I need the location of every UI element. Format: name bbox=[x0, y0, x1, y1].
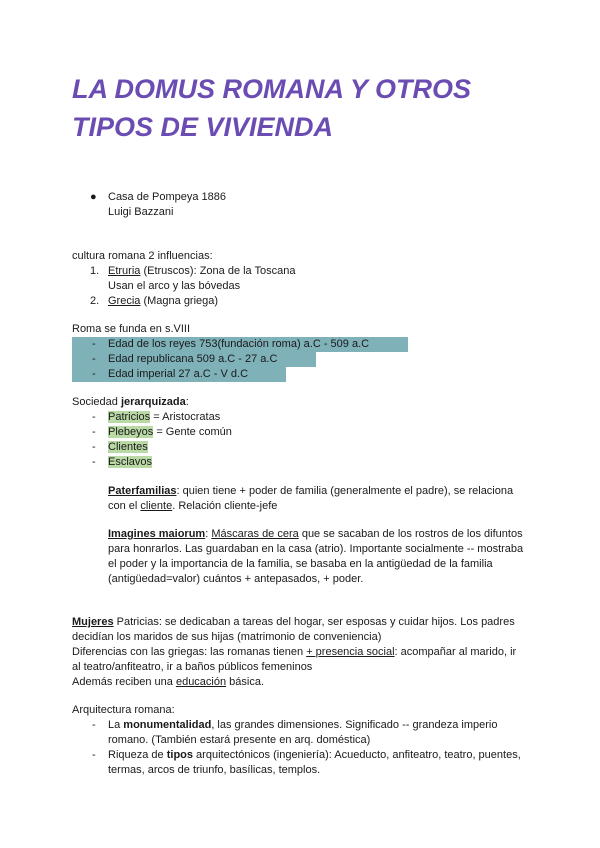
paterfamilias-term: Paterfamilias bbox=[108, 485, 177, 497]
influencias-section bbox=[72, 249, 542, 309]
pompeya-bullet bbox=[72, 190, 542, 220]
list-item: - Riqueza de tipos arquitectónicos (ingeniería): Acueducto, anfiteatro, teatro, puentes, bbox=[92, 749, 521, 761]
list-item: - La monumentalidad, las grandes dimensiones. Significado -- grandeza imperio bbox=[92, 719, 498, 731]
list-item: - Clientes bbox=[92, 441, 148, 453]
etruria-term: Etruria bbox=[108, 265, 141, 277]
page-title bbox=[72, 70, 572, 146]
bullet-dot: ● bbox=[90, 191, 97, 203]
imagines-paragraph: Imagines maiorum: Máscaras de cera que se sacaban de los rostros de los difuntos para honrarlos. Las guardaban en la casa (atrio). Importante socialmente -- mostraba el poder y la importancia de la familia, se basaba en la antigüedad de la familia (antigüedad=valor) cuántos + antepasados, + poder. bbox=[108, 528, 524, 585]
list-item: - Patricios = Aristocratas bbox=[92, 411, 221, 423]
list-item: - Esclavos bbox=[92, 456, 153, 468]
arquitectura-heading: Arquitectura romana: bbox=[72, 704, 175, 716]
pompeya-line-2: Luigi Bazzani bbox=[108, 206, 174, 218]
sociedad-heading: Sociedad jerarquizada: bbox=[72, 396, 189, 408]
cliente-link: cliente bbox=[140, 500, 173, 512]
mujeres-section: Mujeres Patricias: se dedicaban a tareas del hogar, ser esposas y cuidar hijos. Los padres decidían los maridos de sus hijas (matrimonio de conveniencia) Diferencias con las griegas: las romanas tienen + presencia social: acompañar al marido, ir al teatro/anfiteatro, ir a baños públicos femeninos Además reciben una educación básica. bbox=[72, 616, 517, 688]
list-item: - Edad republicana 509 a.C - 27 a.C bbox=[72, 352, 316, 367]
arquitectura-section: Arquitectura romana: - La monumentalidad, las grandes dimensiones. Significado -- grandeza imperio romano. (También estará presente en arq. doméstica) - Riqueza de tipos arquitectónicos (ingeniería): Acueducto, anfiteatro, teatro, puentes, termas, arcos de triunfo, basílicas, templos. bbox=[72, 703, 552, 778]
title-line-2: TIPOS DE VIVIENDA bbox=[72, 112, 334, 142]
mujeres-term: Mujeres bbox=[72, 616, 114, 628]
list-item: 1. Etruria (Etruscos): Zona de la Toscana bbox=[90, 265, 296, 277]
paterfamilias-paragraph: Paterfamilias: quien tiene + poder de familia (generalmente el padre), se relaciona con el cliente. Relación cliente-jefe bbox=[108, 485, 514, 512]
sociedad-section bbox=[72, 395, 542, 470]
list-item: - Edad imperial 27 a.C - V d.C bbox=[72, 367, 286, 382]
roma-section bbox=[72, 322, 542, 382]
imagines-term: Imagines maiorum bbox=[108, 528, 206, 540]
roma-heading: Roma se funda en s.VIII bbox=[72, 323, 191, 335]
title-line-1: LA DOMUS ROMANA Y OTROS bbox=[72, 74, 472, 104]
etruria-extra: Usan el arco y las bóvedas bbox=[108, 280, 241, 292]
list-item: 2. Grecia (Magna griega) bbox=[90, 295, 219, 307]
list-item: - Edad de los reyes 753(fundación roma) a.C - 509 a.C bbox=[72, 337, 408, 352]
influencias-heading: cultura romana 2 influencias: bbox=[72, 250, 213, 262]
pompeya-line-1: Casa de Pompeya 1886 bbox=[108, 191, 227, 203]
list-item: - Plebeyos = Gente común bbox=[92, 426, 232, 438]
grecia-term: Grecia bbox=[108, 295, 141, 307]
